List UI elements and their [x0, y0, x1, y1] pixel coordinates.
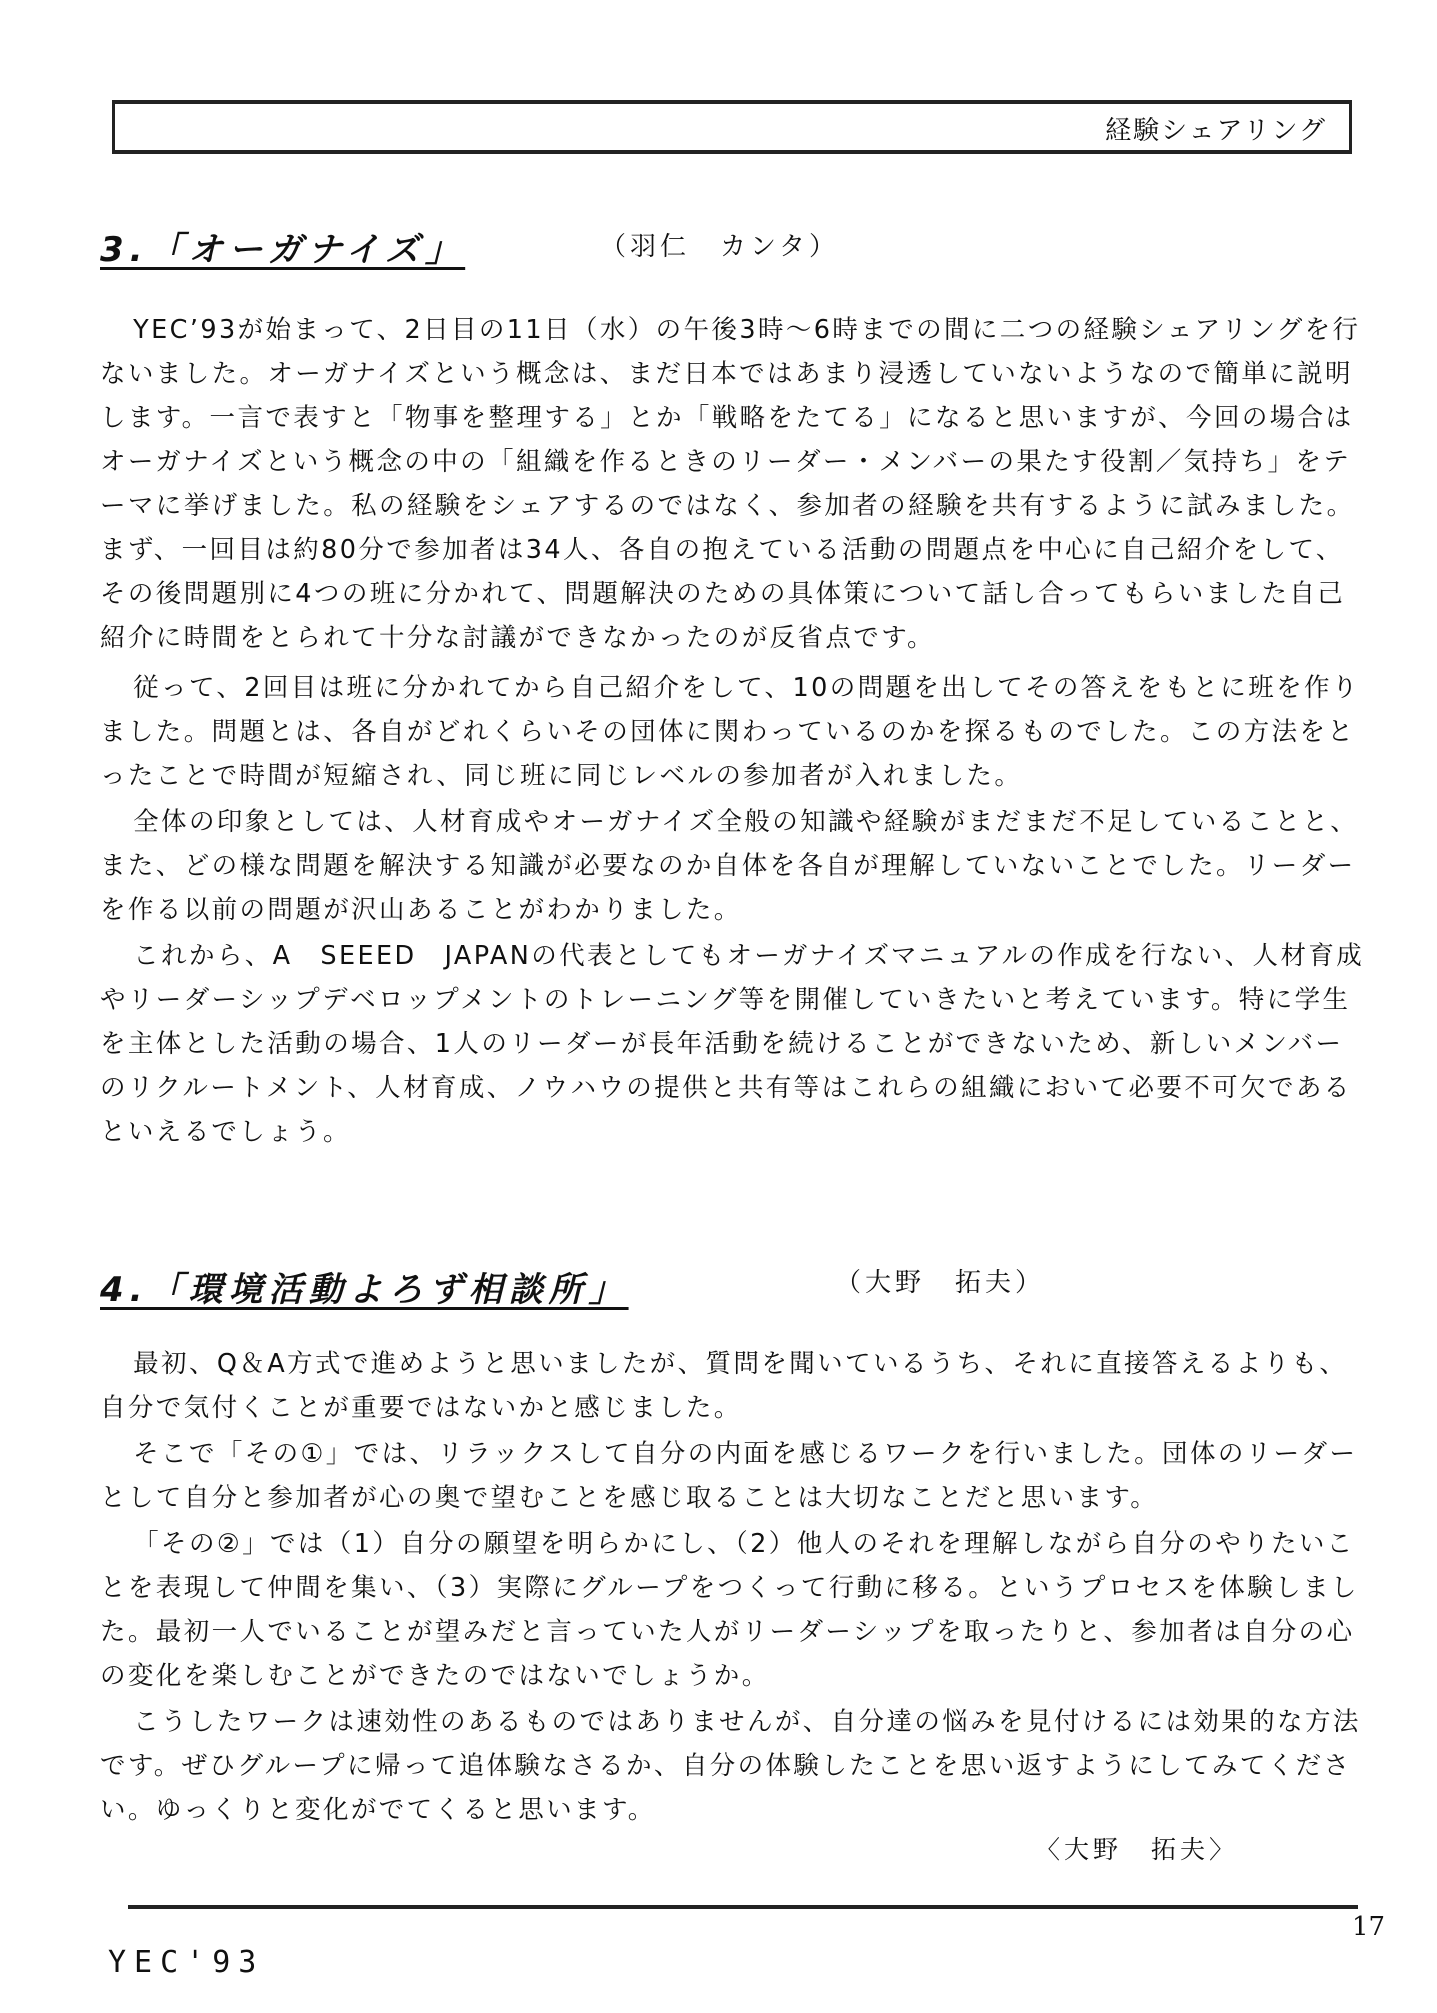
section4-title: 4.「環境活動よろず相談所」 — [100, 1270, 629, 1310]
section3-title: 3.「オーガナイズ」 — [100, 230, 466, 270]
section4-signature: 〈大野 拓夫〉 — [1035, 1835, 1239, 1864]
section3-paragraph-4: これから、A SEEED JAPANの代表としてもオーガナイズマニュアルの作成を行ない、人材育成やリーダーシップデベロップメントのトレーニング等を開催していきたいと考えています。特に学生を主体とした活動の場合、1人のリーダーが長年活動を続けることができないため、新しいメンバーのリクルートメント、人材育成、ノウハウの提供と共有等はこれらの組織において必要不可欠であるといえるでしょう。 — [100, 941, 1365, 1147]
section4-paragraph-3: 「その②」では（1）自分の願望を明らかにし、（2）他人のそれを理解しながら自分のやりたいことを表現して仲間を集い、（3）実際にグループをつくって行動に移る。というプロセスを体験しました。最初一人でいることが望みだと言っていた人がリーダーシップを取ったりと、参加者は自分の心の変化を楽しむことができたのではないでしょうか。 — [100, 1529, 1359, 1691]
section3-paragraph-2: 従って、2回目は班に分かれてから自己紹介をして、10の問題を出してその答えをもとに班を作りました。問題とは、各自がどれくらいその団体に関わっているのかを探るものでした。この方法をとったことで時間が短縮され、同じ班に同じレベルの参加者が入れました。 — [100, 673, 1360, 791]
footer-publication: YEC'93 — [108, 1945, 265, 1980]
page-number: 17 — [1352, 1912, 1386, 1942]
section4-paragraph-2: そこで「その①」では、リラックスして自分の内面を感じるワークを行いました。団体のリーダーとして自分と参加者が心の奥で望むことを感じ取ることは大切なことだと思います。 — [100, 1439, 1358, 1513]
header-label: 経験シェアリング — [1105, 116, 1327, 146]
section4-paragraph-1: 最初、Q＆A方式で進めようと思いましたが、質問を聞いているうち、それに直接答えるよりも、自分で気付くことが重要ではないかと感じました。 — [100, 1349, 1348, 1423]
section3-author: （羽仁 カンタ） — [600, 232, 839, 262]
section3-paragraph-3: 全体の印象としては、人材育成やオーガナイズ全般の知識や経験がまだまだ不足していることと、また、どの様な問題を解決する知識が必要なのか自体を各自が理解していないことでした。リーダーを作る以前の問題が沢山あることがわかりました。 — [100, 807, 1359, 925]
section3-paragraph-1: YEC’93が始まって、2日目の11日（水）の午後3時～6時までの間に二つの経験シェアリングを行ないました。オーガナイズという概念は、まだ日本ではあまり浸透していないようなので簡単に説明します。一言で表すと「物事を整理する」とか「戦略をたてる」になると思いますが、今回の場合はオーガナイズという概念の中の「組織を作るときのリーダー・メンバーの果たす役割／気持ち」をテーマに挙げました。私の経験をシェアするのではなく、参加者の経験を共有するように試みました。まず、一回目は約80分で参加者は34人、各自の抱えている活動の問題点を中心に自己紹介をして、その後問題別に4つの班に分かれて、問題解決のための具体策について話し合ってもらいました自己紹介に時間をとられて十分な討議ができなかったのが反省点です。 — [100, 315, 1361, 653]
section4-paragraph-4: こうしたワークは速効性のあるものではありませんが、自分達の悩みを見付けるには効果的な方法です。ぜひグループに帰って追体験なさるか、自分の体験したことを思い返すようにしてみてください。ゆっくりと変化がでてくると思います。 — [100, 1707, 1361, 1825]
footer-rule — [128, 1905, 1358, 1909]
section4-author: （大野 拓夫） — [835, 1268, 1046, 1298]
header-box — [112, 100, 1352, 154]
